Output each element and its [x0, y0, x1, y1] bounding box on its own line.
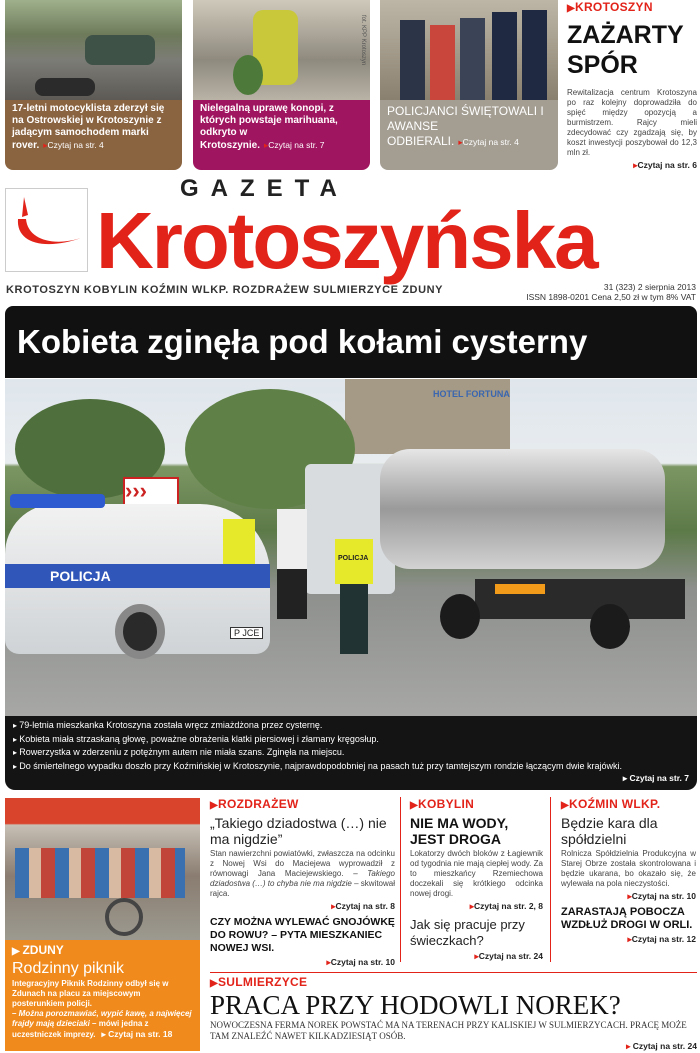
teaser-police-promotions[interactable]: [380, 0, 558, 170]
article-body: Integracyjny Piknik Rodzinny odbył się w Zdunach na placu za miejscowym posterunkiem policji. – Można porozmawiać, wypić kawę, a najwięcej frajdy mają dzieciaki – mówi jedna z uczestniczek imprezy. ▸ Czytaj na str. 18: [12, 979, 192, 1039]
read-more[interactable]: ▸ Czytaj na str. 18: [101, 1029, 173, 1039]
divider: [210, 972, 697, 973]
story-sulmierzyce[interactable]: [210, 975, 697, 1051]
teaser-text: POLICJANCI ŚWIĘTOWALI I AWANSE ODBIERALI.: [387, 104, 544, 148]
column-divider: [400, 797, 401, 962]
read-more-2[interactable]: ▸ Czytaj na str. 24: [410, 950, 543, 962]
article-body: NOWOCZESNA FERMA NOREK POWSTAĆ MA NA TERENACH PRZY KALISKIEJ W SULMIERZYCACH. PRACĘ MOŻE TAM ZNALEŹĆ NAWET KILKADZIESIĄT OSÓB.: [210, 1020, 687, 1041]
teaser-photo: [193, 0, 370, 100]
read-more-2[interactable]: ▸ Czytaj na str. 12: [561, 933, 696, 945]
logo: [5, 188, 88, 272]
bullet-item: ▸ Kobieta miała strzaskaną głowę, poważne obrażenia klatki piersiowej i złamany kręgosłup.: [13, 733, 379, 744]
story-kobylin[interactable]: [410, 797, 543, 962]
read-more[interactable]: ▸ Czytaj na str. 6: [567, 159, 697, 171]
teaser-more: ▸ Czytaj na str. 7: [264, 140, 325, 150]
masthead-title: Krotoszyńska: [96, 196, 597, 285]
bullet-item: ▸ 79-letnia mieszkanka Krotoszyna została wręcz zmiażdżona przez cysternę.: [13, 720, 323, 730]
story-title-2: ZARASTAJĄ POBOCZA WZDŁUŻ DROGI W ORLI.: [561, 906, 693, 931]
issn-price: ISSN 1898-0201 Cena 2,50 zł w tym 8% VAT: [526, 292, 696, 302]
masthead-towns: KROTOSZYN KOBYLIN KOŹMIN WLKP. ROZDRAŻEW SULMIERZYCE ZDUNY: [6, 284, 444, 296]
story-zduny[interactable]: ▶ ZDUNY Rodzinny piknik Integracyjny Piknik Rodzinny odbył się w Zdunach na placu za miejscowym posterunkiem policji. – Można porozmawiać, wypić kawę, a najwięcej frajdy mają dzieciaki – mówi jedna z uczestniczek imprezy. ▸ Czytaj na str. 18: [5, 940, 200, 1051]
story-title: Rodzinny piknik: [12, 960, 125, 977]
lead-bullets: [5, 716, 697, 790]
story-title: NIE MA WODY, JEST DROGA: [410, 815, 509, 847]
section-label: ▶ KROTOSZYN: [567, 0, 697, 16]
read-more[interactable]: ▸ Czytaj na str. 8: [210, 900, 395, 912]
zduny-photo: [5, 798, 200, 940]
teaser-text: Nielegalną uprawę konopi, z których powstaje marihuana, odkryto w Krotoszynie.: [200, 103, 338, 151]
article-body: Rolnicza Spółdzielnia Produkcyjna w Starej Obrze została skontrolowana i będzie ukarana, bo okazało się, że wylewała na pola nieczystości.: [561, 849, 696, 888]
read-more[interactable]: ▸ Czytaj na str. 7: [622, 773, 689, 783]
photo-hotel-sign: HOTEL FORTUNA: [433, 389, 510, 399]
story-title: PRACA PRZY HODOWLI NOREK?: [210, 990, 621, 1020]
column-divider: [550, 797, 551, 962]
teaser-text: 17-letni motocyklista zderzył się na Ostrowskiej w Krotoszynie z jadącym samochodem marki rover.: [12, 103, 165, 151]
article-body: Lokatorzy dwóch bloków z Łagiewnik od tygodnia nie mają ciepłej wody. Za to mieszkańcy Rzemiechowa doczekali się krótkiego odcinka nowej drogi.: [410, 849, 543, 898]
lead-photo: HOTEL FORTUNA ››› POLICJA P JCE POLICJA: [5, 379, 697, 716]
masthead-gazeta: GAZETA: [180, 175, 349, 202]
photo-credit: fot. KPP Krotoszyn: [360, 15, 366, 66]
section-label: ▶ KOBYLIN: [410, 797, 543, 813]
teaser-photo: [380, 0, 558, 100]
story-title-2: CZY MOŻNA WYLEWAĆ GNOJÓWKĘ DO ROWU? – PYTA MIESZKANIEC NOWEJ WSI.: [210, 916, 395, 954]
teaser-photo: [5, 0, 182, 100]
teaser-motorcyclist[interactable]: [5, 0, 182, 170]
section-label: ▶ ROZDRAŻEW: [210, 797, 395, 813]
photo-vest-sign: POLICJA: [338, 555, 369, 562]
read-more[interactable]: ▸ Czytaj na str. 10: [561, 890, 696, 902]
section-label: ▶ KOŹMIN WLKP.: [561, 797, 696, 813]
story-rozdrazew[interactable]: [210, 797, 395, 968]
read-more-2[interactable]: ▸ Czytaj na str. 10: [210, 956, 395, 968]
story-title: „Takiego dziadostwa (…) nie ma nigdzie”: [210, 815, 387, 847]
lead-headline: Kobieta zginęła pod kołami cysterny: [5, 306, 697, 378]
story-title: Będzie kara dla spółdzielni: [561, 815, 658, 847]
article-body: Stan nawierzchni powiatówki, zwłaszcza na odcinku z Nowej Wsi do Maciejewa wyprowadził z równowagi Jana Maciejewskiego. – Takiego dziadostwa (…) to chyba nie ma nigdzie – skwitował rajca.: [210, 849, 395, 898]
logo-swoosh-icon: [6, 189, 87, 271]
top-story-zazarty-spor[interactable]: [567, 0, 697, 171]
story-title-2: Jak się pracuje przy świeczkach?: [410, 917, 525, 948]
photo-police-sign: POLICJA: [50, 568, 111, 584]
teaser-cannabis[interactable]: [193, 0, 370, 170]
read-more[interactable]: ▸ Czytaj na str. 2, 8: [410, 900, 543, 912]
teaser-more: ▸ Czytaj na str. 4: [43, 140, 104, 150]
issue-number: 31 (323) 2 sierpnia 2013: [603, 282, 696, 292]
read-more[interactable]: ▸ Czytaj na str. 24: [626, 1041, 697, 1051]
photo-plate: P JCE: [230, 627, 263, 639]
section-label: ▶ SULMIERZYCE: [210, 975, 697, 991]
article-body: Rewitalizacja centrum Krotoszyna po raz kolejny doprowadziła do spięć między opozycją a burmistrzem. Rajcy mieli zdecydować czy zgadzają się, by koszt inwestycji poszybował do 12,3 mln zł.: [567, 88, 697, 157]
headline-line: ZAŻARTY: [567, 21, 684, 49]
headline-line: SPÓR: [567, 51, 638, 79]
section-label: ZDUNY: [22, 943, 64, 957]
story-kozmin[interactable]: [561, 797, 696, 945]
bullet-item: ▸ Do śmiertelnego wypadku doszło przy Koźmińskiej w Krotoszynie, najprawdopodobniej na pasach tuż przy tamtejszym rondzie łączącym dwie krajówki.: [13, 760, 623, 771]
teaser-more: ▸ Czytaj na str. 4: [458, 137, 519, 147]
bullet-item: ▸ Rowerzystka w zderzeniu z potężnym autem nie miała szans. Zginęła na miejscu.: [13, 747, 345, 757]
